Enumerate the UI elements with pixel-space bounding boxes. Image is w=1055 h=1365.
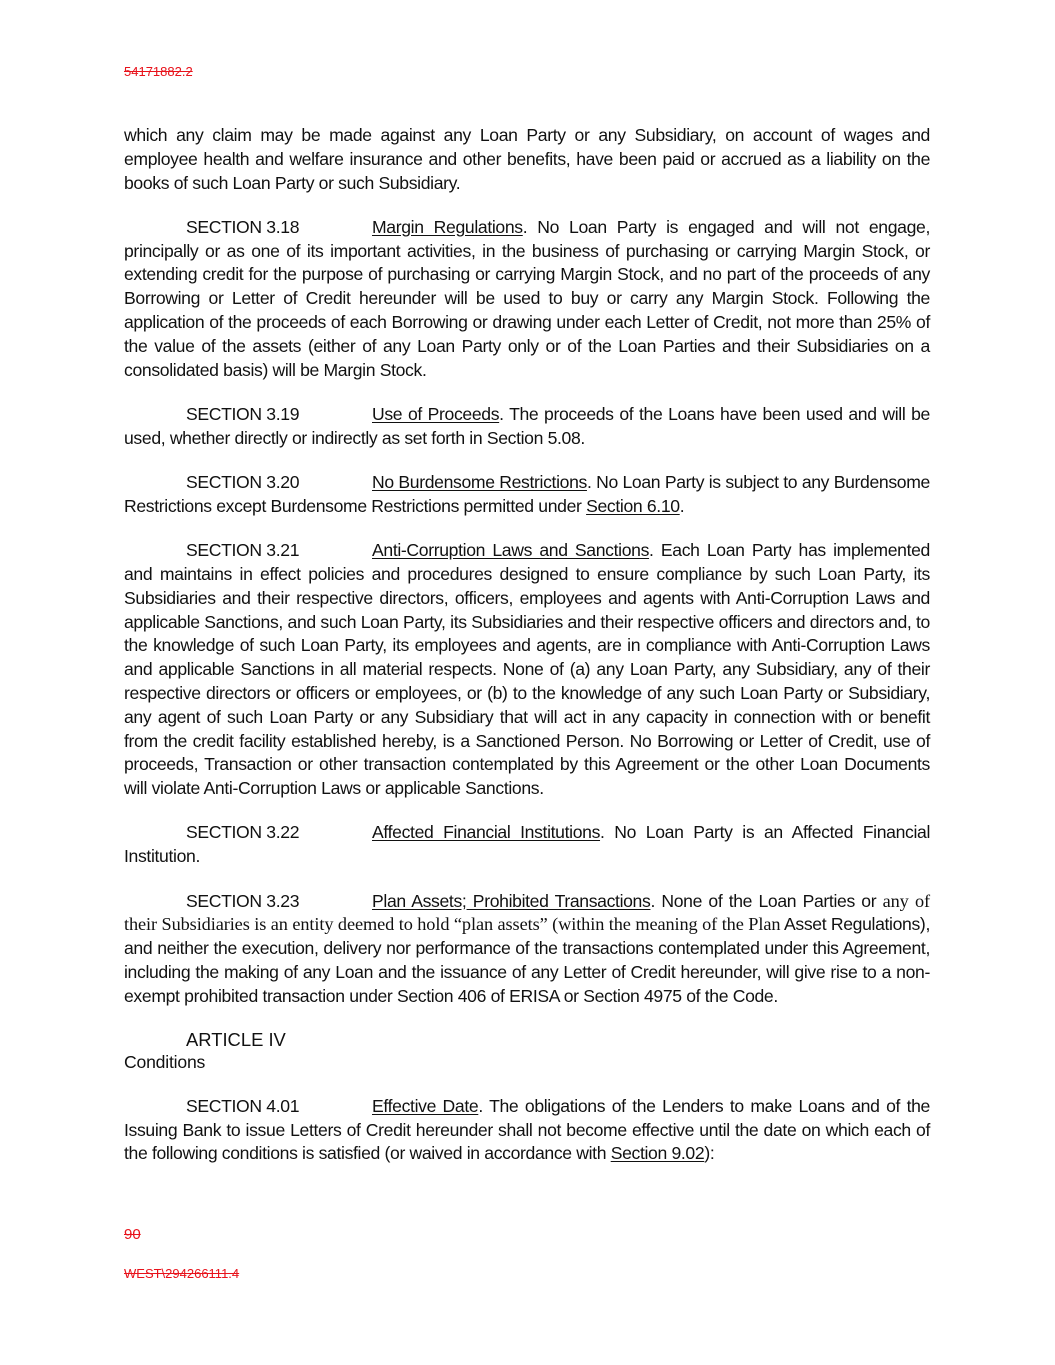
continuation-paragraph: which any claim may be made against any Loan Party or any Subsidiary, on account of wages and employee health and welfare insurance and other benefits, have been paid or accrued as a liability on the books of such Loan Party or such Subsidiary.: [124, 125, 930, 193]
footer-doc-id: WEST\294266111.4: [124, 1266, 240, 1281]
section-6-10-reference: Section 6.10: [586, 495, 680, 516]
section-number: SECTION 3.23: [186, 890, 300, 911]
section-4-01: [124, 1095, 930, 1166]
page-number: 90: [124, 1226, 141, 1243]
section-title: Margin Regulations: [372, 216, 523, 237]
section-text: . The proceeds of the Loans have been used and will be used, whether directly or indirectly as set forth in Section 5.08.: [124, 403, 930, 448]
document-body: [124, 124, 930, 1187]
section-text-end: Asset Regulations), and neither the execution, delivery nor performance of the transactions contemplated under this Agreement, including the making of any Loan and the issuance of any Letter of Credit hereunder, will give rise to a non-exempt prohibited transaction under Section 406 of ERISA or Section 4975 of the Code.: [124, 914, 930, 1006]
section-3-21: [124, 539, 930, 801]
section-text: . No Loan Party is an Affected Financial Institution.: [124, 822, 931, 867]
section-title: No Burdensome Restrictions: [372, 472, 587, 493]
header-doc-id: 54171882.2: [124, 64, 193, 79]
section-9-02-reference: Section 9.02: [610, 1143, 705, 1164]
section-3-19: [124, 403, 930, 451]
section-number: SECTION 3.21: [186, 540, 300, 561]
section-title: Affected Financial Institutions: [372, 822, 601, 843]
section-3-18: [124, 216, 930, 383]
section-title: Anti-Corruption Laws and Sanctions: [372, 540, 650, 561]
section-text: . None of the Loan Parties or: [650, 890, 883, 911]
article-heading: ARTICLE IV: [186, 1029, 286, 1050]
article-title: Conditions: [124, 1052, 206, 1072]
section-number: SECTION 3.19: [186, 403, 300, 424]
section-number: SECTION 3.18: [186, 216, 300, 237]
section-text: . No Loan Party is engaged and will not engage, principally or as one of its important activities, in the business of purchasing or carrying Margin Stock, or extending credit for the purpose of purchasing or carrying Margin Stock, and no part of the proceeds of any Borrowing or Letter of Credit hereunder will be used to buy or carry any Margin Stock. Following the application of the proceeds of each Borrowing or drawing under each Letter of Credit, not more than 25% of the value of the assets (either of any Loan Party only or of the Loan Parties and their Subsidiaries on a consolidated basis) will be Margin Stock.: [124, 216, 930, 380]
section-text-end: .: [679, 495, 685, 516]
section-text-serif: any of their Subsidiaries is an entity deemed to hold “plan assets” (within the meaning of the Plan: [124, 890, 930, 935]
section-3-22: [124, 821, 930, 869]
section-title: Effective Date: [372, 1095, 479, 1116]
section-3-23: [124, 890, 930, 1009]
section-number: SECTION 3.22: [186, 822, 300, 843]
section-title: Use of Proceeds: [372, 403, 500, 424]
section-text: . Each Loan Party has implemented and maintains in effect policies and procedures designed to ensure compliance by such Loan Party, its Subsidiaries and their respective directors, officers, employees and agents with Anti-Corruption Laws and applicable Sanctions, and such Loan Party, its Subsidiaries and their respective officers and directors and, to the knowledge of such Loan Party, its employees and agents, are in compliance with Anti-Corruption Laws and applicable Sanctions in all material respects. None of (a) any Loan Party, any Subsidiary, any of their respective directors or officers or employees, or (b) to the knowledge of any such Loan Party or Subsidiary, any agent of such Loan Party or any Subsidiary that will act in any capacity in connection with or benefit from the credit facility established hereby, is a Sanctioned Person. No Borrowing or Letter of Credit, use of proceeds, Transaction or other transaction contemplated by this Agreement or the other Loan Documents will violate Anti-Corruption Laws or applicable Sanctions.: [124, 540, 930, 799]
section-text: . The obligations of the Lenders to make Loans and of the Issuing Bank to issue Letters of Credit hereunder shall not become effective until the date on which each of the following conditions is satisfied (or waived in accordance with: [124, 1095, 930, 1164]
section-number: SECTION 3.20: [186, 472, 300, 493]
section-text-end: ):: [704, 1143, 715, 1164]
section-3-20: [124, 471, 930, 519]
section-number: SECTION 4.01: [186, 1095, 300, 1116]
section-title: Plan Assets; Prohibited Transactions: [372, 890, 651, 911]
section-text: . No Loan Party is subject to any Burdensome Restrictions except Burdensome Restrictions permitted under: [124, 472, 930, 516]
